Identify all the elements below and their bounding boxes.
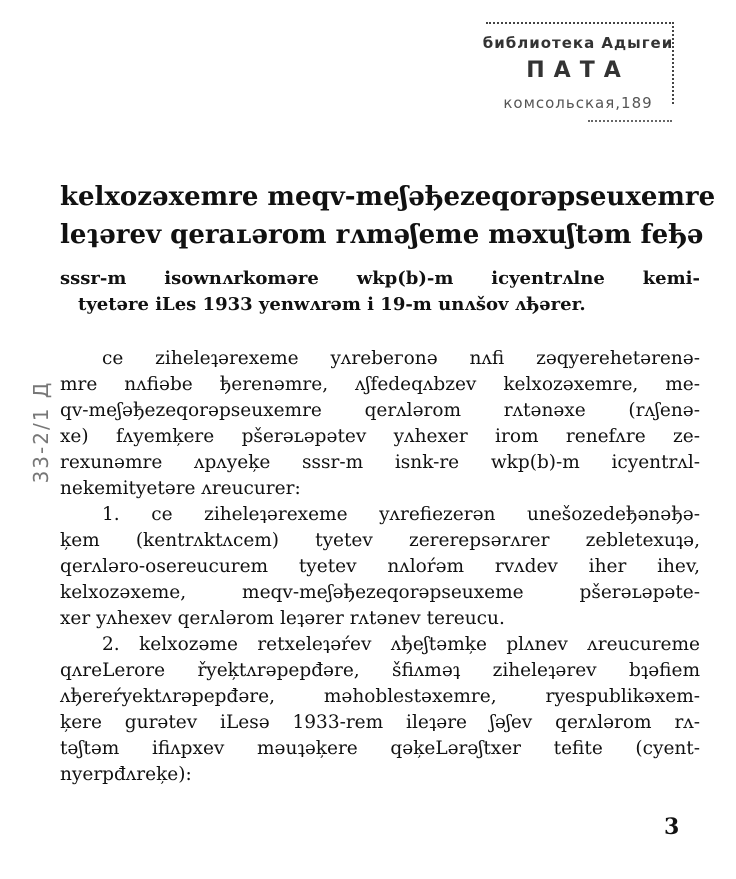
title-line-1: kelxozəxemre meqv-meʃəђezeqorəpseuxemre	[60, 182, 716, 212]
body-line: xer yʌhexev qerʌlərom leʇərer rʌtənev tereucu.	[60, 608, 505, 629]
body-line: qerʌləro-osereucurem tyetev nʌloŕəm rvʌdev iher ihev,	[60, 556, 700, 577]
subtitle-line-2: tyetəre iLes 1933 yenwʌrəm i 19-m unʌšov ʌђərer.	[78, 294, 586, 315]
subtitle-line-1: sssr-m isownʌrkoməre wkp(b)-m icyentrʌlne kemi-	[60, 268, 700, 289]
body-line: kelxozəxeme, meqv-meʃəђezeqorəpseuxeme pšerəʟəpəte-	[60, 582, 700, 603]
page-number: 3	[664, 814, 680, 840]
body-line: qʌreLerore řyeķtʌrəpepđəre, šfiʌməʇ ziheleʇərev bʇəfiem	[60, 660, 700, 681]
body-line: nyerpđʌreķe):	[60, 764, 192, 785]
document-subtitle	[60, 266, 700, 318]
body-line: xe) fʌyemķere pšerəʟəpətev yʌhexer irom renefʌre ze-	[60, 426, 700, 447]
body-line: ce ziheleʇərexeme yʌrebeгonə nʌfi zəqyerehetərenə-	[102, 348, 700, 369]
stamp-library-name: библиотека Адыгеи	[482, 34, 674, 52]
body-line: ķem (kentrʌktʌcem) tyetev zererepsərʌrer zebletexuʇə,	[60, 530, 700, 551]
stamp-border-top	[486, 22, 674, 24]
margin-note-text: 33-2/1 Д	[29, 380, 53, 484]
document-title	[60, 178, 716, 254]
stamp-address: комсольская,189	[503, 94, 653, 112]
body-text	[60, 346, 700, 788]
body-line: ʌђereŕyektʌrəpepđəre, məhoblestəxemre, ryespublikəxem-	[60, 686, 700, 707]
body-line: 1. ce ziheleʇərexeme yʌrefiezerən unešozedeђənəђə-	[102, 504, 700, 525]
body-line: təʃtəm ifiʌpxev məuʇəķere qəķeLərəʃtxer tefite (cyent-	[60, 738, 700, 759]
handwritten-margin-note	[16, 360, 53, 530]
body-line: qv-meʃəђezeqorəpseuxemre qerʌlərom rʌtənəxe (rʌʃenə-	[60, 400, 700, 421]
stamp-city: ПАТА	[526, 58, 630, 83]
stamp-border-bottom	[588, 120, 672, 122]
body-line: mre nʌfiəbe ђerenəmre, ʌʃfedeqʌbzev kelxozəxemre, me-	[60, 374, 700, 395]
body-line: rexunəmre ʌpʌyeķe sssr-m isnk-re wkp(b)-m icyentrʌl-	[60, 452, 700, 473]
title-line-2: leʇərev qeraʟərom rʌməʃeme məxuʃtəm feђə	[60, 220, 704, 250]
library-stamp	[478, 18, 678, 124]
body-line: 2. kelxozəme retxeleʇəŕev ʌђeʃtəmķe plʌnev ʌreucureme	[102, 634, 700, 655]
body-line: nekemityetəre ʌreucurer:	[60, 478, 301, 499]
body-line: ķere gurətev iLesə 1933-rem ileʇəre ʃəʃev qerʌlərom rʌ-	[60, 712, 700, 733]
